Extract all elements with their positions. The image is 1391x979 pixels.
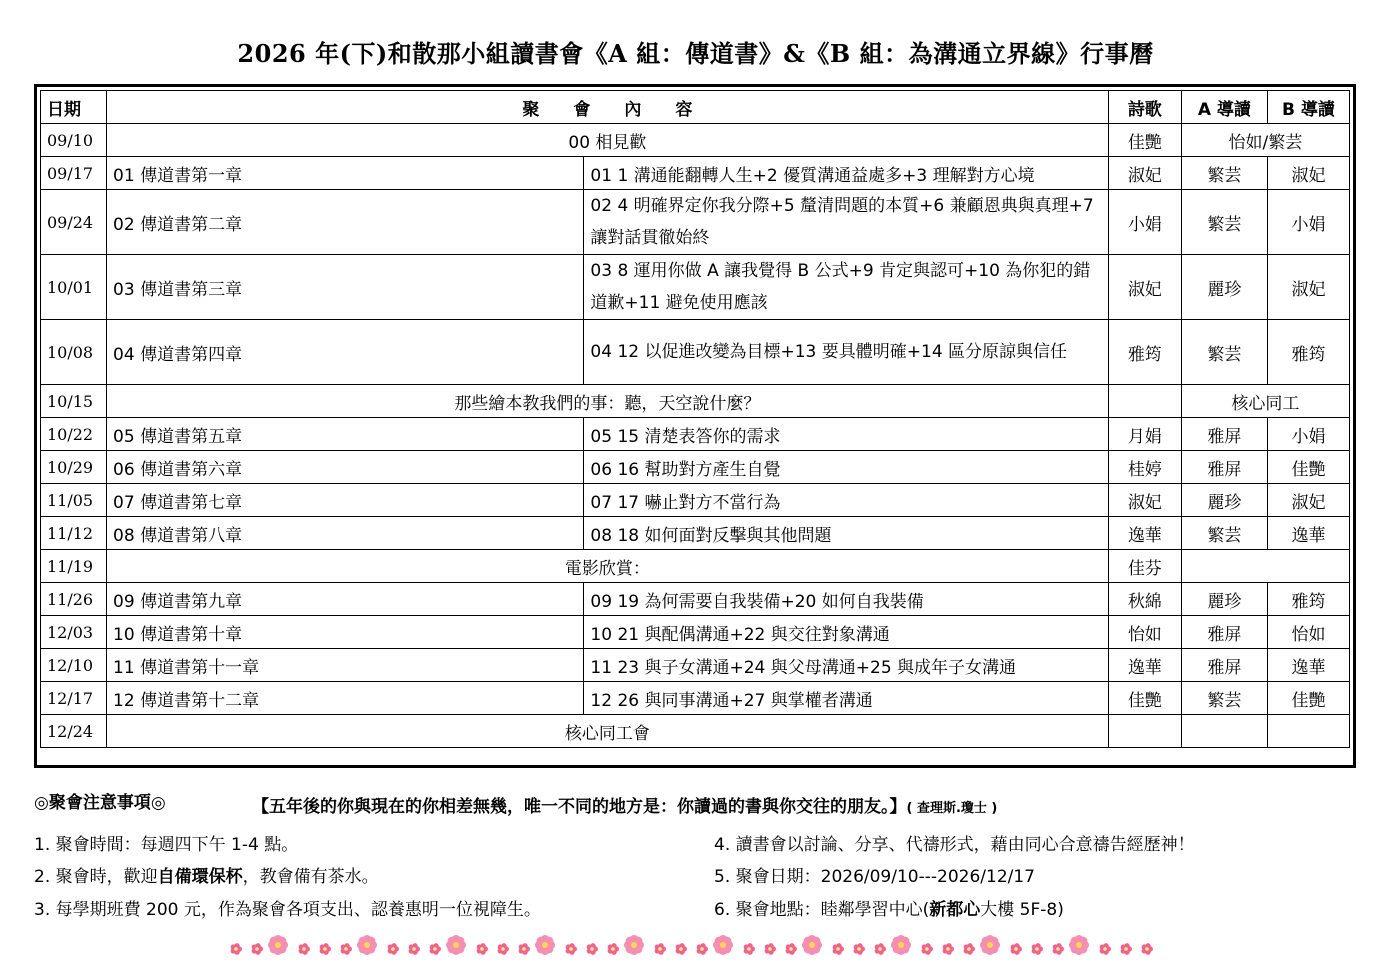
note-2-bold: 自備環保杯 — [157, 867, 243, 887]
leader-b-cell: 雅筠 — [1267, 320, 1349, 385]
note-6-suffix: 大樓 5F-8) — [980, 900, 1064, 920]
group-b-content-cell: 03 8 運用你做 A 讓我覺得 B 公式+9 肯定與認可+10 為你犯的錯道歉+11 避免使用應該 — [584, 255, 1108, 320]
note-2 — [34, 862, 379, 887]
group-a-content-cell: 05 傳道書第五章 — [107, 418, 584, 451]
flower-icon-small — [1011, 943, 1022, 955]
note-6-bold: 新都心 — [929, 900, 981, 920]
flower-icon-small — [922, 943, 933, 955]
date-cell: 10/29 — [41, 451, 107, 484]
leader-a-cell: 雅屏 — [1181, 418, 1267, 451]
flower-icon-large — [357, 935, 377, 955]
note-6-prefix: 6. 聚會地點：睦鄰學習中心( — [714, 900, 930, 920]
song-cell: 佳芬 — [1108, 550, 1181, 583]
flower-icon-small — [252, 943, 263, 955]
song-cell: 逸華 — [1108, 649, 1181, 682]
quote — [252, 792, 997, 817]
table-row — [41, 418, 1350, 451]
date-cell: 10/22 — [41, 418, 107, 451]
flower-icon-small — [341, 943, 352, 955]
flower-icon-small — [1121, 943, 1132, 955]
leaders-merged-cell — [1181, 550, 1349, 583]
flower-icon-small — [676, 943, 687, 955]
flower-icon-small — [566, 943, 577, 955]
table-row — [41, 255, 1350, 320]
header-song: 詩歌 — [1108, 91, 1181, 124]
leader-a-cell: 雅屏 — [1181, 649, 1267, 682]
table-row — [41, 451, 1350, 484]
table-row — [41, 484, 1350, 517]
leader-b-cell: 小娟 — [1267, 418, 1349, 451]
song-cell — [1108, 385, 1181, 418]
table-header-row — [41, 91, 1350, 124]
leaders-merged-cell: 怡如/繁芸 — [1181, 124, 1349, 157]
date-cell: 11/05 — [41, 484, 107, 517]
table-row — [41, 124, 1350, 157]
date-cell: 10/08 — [41, 320, 107, 385]
header-leader-a: A 導讀 — [1181, 91, 1267, 124]
leader-b-cell: 佳艷 — [1267, 451, 1349, 484]
song-cell: 佳艷 — [1108, 682, 1181, 715]
flower-icon-small — [299, 943, 310, 955]
merged-content-cell: 電影欣賞： — [107, 550, 1109, 583]
note-4: 4. 讀書會以討論、分享、代禱形式，藉由同心合意禱告經歷神！ — [714, 835, 1195, 855]
song-cell: 淑妃 — [1108, 484, 1181, 517]
merged-content-cell: 核心同工會 — [107, 715, 1109, 748]
leader-a-cell: 繁芸 — [1181, 157, 1267, 190]
table-row — [41, 550, 1350, 583]
flower-icon-small — [697, 943, 708, 955]
leader-b-cell: 淑妃 — [1267, 255, 1349, 320]
date-cell: 11/26 — [41, 583, 107, 616]
table-row — [41, 157, 1350, 190]
flower-icon-small — [498, 943, 509, 955]
flower-icon-small — [231, 943, 242, 955]
song-cell: 淑妃 — [1108, 157, 1181, 190]
date-cell: 11/19 — [41, 550, 107, 583]
song-cell: 小娟 — [1108, 190, 1181, 255]
group-a-content-cell: 11 傳道書第十一章 — [107, 649, 584, 682]
group-b-content-cell: 02 4 明確界定你我分際+5 釐清問題的本質+6 兼顧恩典與真理+7 讓對話貫徹始終 — [584, 190, 1108, 255]
leader-b-cell: 佳艷 — [1267, 682, 1349, 715]
leader-b-cell: 淑妃 — [1267, 484, 1349, 517]
schedule-table — [40, 90, 1350, 748]
group-a-content-cell: 04 傳道書第四章 — [107, 320, 584, 385]
flower-icon-small — [833, 943, 844, 955]
song-cell: 桂婷 — [1108, 451, 1181, 484]
flower-icon-small — [1100, 943, 1111, 955]
table-row — [41, 649, 1350, 682]
note-2-suffix: ，教會備有茶水。 — [242, 867, 379, 887]
song-cell: 月娟 — [1108, 418, 1181, 451]
leader-a-cell — [1181, 715, 1267, 748]
group-a-content-cell: 10 傳道書第十章 — [107, 616, 584, 649]
group-b-content-cell: 04 12 以促進改變為目標+13 要具體明確+14 區分原諒與信任 — [584, 320, 1108, 385]
table-row — [41, 583, 1350, 616]
song-cell: 逸華 — [1108, 517, 1181, 550]
flower-icon-small — [388, 943, 399, 955]
leader-a-cell: 繁芸 — [1181, 320, 1267, 385]
flower-icon-small — [608, 943, 619, 955]
song-cell: 雅筠 — [1108, 320, 1181, 385]
table-row — [41, 385, 1350, 418]
group-b-content-cell: 07 17 嚇止對方不當行為 — [584, 484, 1108, 517]
date-cell: 12/10 — [41, 649, 107, 682]
flower-icon-small — [744, 943, 755, 955]
group-b-content-cell: 06 16 幫助對方產生自覺 — [584, 451, 1108, 484]
flower-icon-small — [1032, 943, 1043, 955]
group-a-content-cell: 01 傳道書第一章 — [107, 157, 584, 190]
leader-a-cell: 麗珍 — [1181, 583, 1267, 616]
leader-a-cell: 雅屏 — [1181, 451, 1267, 484]
song-cell: 秋綿 — [1108, 583, 1181, 616]
group-a-content-cell: 06 傳道書第六章 — [107, 451, 584, 484]
leader-a-cell: 繁芸 — [1181, 517, 1267, 550]
flower-icon-small — [1142, 943, 1153, 955]
leader-b-cell: 逸華 — [1267, 649, 1349, 682]
group-b-content-cell: 01 1 溝通能翻轉人生+2 優質溝通益處多+3 理解對方心境 — [584, 157, 1108, 190]
merged-content-cell: 那些繪本教我們的事：聽，天空說什麼？ — [107, 385, 1109, 418]
group-a-content-cell: 07 傳道書第七章 — [107, 484, 584, 517]
song-cell: 佳艷 — [1108, 124, 1181, 157]
flower-icon-small — [477, 943, 488, 955]
flower-icon-large — [268, 935, 288, 955]
header-leader-b: B 導讀 — [1267, 91, 1349, 124]
leader-a-cell: 繁芸 — [1181, 190, 1267, 255]
group-a-content-cell: 02 傳道書第二章 — [107, 190, 584, 255]
date-cell: 12/24 — [41, 715, 107, 748]
flower-icon-small — [655, 943, 666, 955]
date-cell: 10/15 — [41, 385, 107, 418]
leader-a-cell: 麗珍 — [1181, 255, 1267, 320]
schedule-table-frame — [34, 84, 1356, 768]
song-cell: 怡如 — [1108, 616, 1181, 649]
flower-icon-small — [519, 943, 530, 955]
note-5: 5. 聚會日期：2026/09/10---2026/12/17 — [714, 867, 1035, 887]
date-cell: 09/10 — [41, 124, 107, 157]
group-b-content-cell: 10 21 與配偶溝通+22 與交往對象溝通 — [584, 616, 1108, 649]
leader-a-cell: 繁芸 — [1181, 682, 1267, 715]
flower-icon-large — [713, 935, 733, 955]
group-a-content-cell: 09 傳道書第九章 — [107, 583, 584, 616]
flower-border-decoration — [228, 934, 1168, 960]
leaders-merged-cell: 核心同工 — [1181, 385, 1349, 418]
date-cell: 11/12 — [41, 517, 107, 550]
leader-b-cell: 小娟 — [1267, 190, 1349, 255]
flower-icon-small — [943, 943, 954, 955]
header-content: 聚 會 內 容 — [107, 91, 1109, 124]
table-row — [41, 320, 1350, 385]
flower-icon-large — [446, 935, 466, 955]
leader-b-cell: 雅筠 — [1267, 583, 1349, 616]
page-title: 2026 年(下)和散那小組讀書會《A 組：傳道書》&《B 組：為溝通立界線》行事曆 — [237, 39, 1154, 68]
date-cell: 12/03 — [41, 616, 107, 649]
flower-icon-small — [786, 943, 797, 955]
date-cell: 12/17 — [41, 682, 107, 715]
song-cell: 淑妃 — [1108, 255, 1181, 320]
flower-icon-small — [875, 943, 886, 955]
date-cell: 09/17 — [41, 157, 107, 190]
group-a-content-cell: 08 傳道書第八章 — [107, 517, 584, 550]
flower-icon-small — [765, 943, 776, 955]
date-cell: 10/01 — [41, 255, 107, 320]
quote-text: 【五年後的你與現在的你相差無幾，唯一不同的地方是：你讀過的書與你交往的朋友。】 — [252, 797, 907, 817]
flower-icon-small — [430, 943, 441, 955]
group-a-content-cell: 12 傳道書第十二章 — [107, 682, 584, 715]
group-b-content-cell: 08 18 如何面對反擊與其他問題 — [584, 517, 1108, 550]
table-row — [41, 715, 1350, 748]
notes-heading: ◎聚會注意事項◎ — [34, 793, 166, 813]
flower-icon-large — [1069, 935, 1089, 955]
flower-icon-large — [980, 935, 1000, 955]
note-3: 3. 每學期班費 200 元，作為聚會各項支出、認養惠明一位視障生。 — [34, 900, 541, 920]
flower-icon-small — [587, 943, 598, 955]
group-b-content-cell: 11 23 與子女溝通+24 與父母溝通+25 與成年子女溝通 — [584, 649, 1108, 682]
leader-a-cell: 麗珍 — [1181, 484, 1267, 517]
flower-icon-large — [891, 935, 911, 955]
note-6 — [714, 895, 1064, 920]
flower-icon-large — [535, 935, 555, 955]
table-row — [41, 616, 1350, 649]
flower-icon-small — [854, 943, 865, 955]
table-row — [41, 682, 1350, 715]
flower-icon-large — [624, 935, 644, 955]
leader-b-cell — [1267, 715, 1349, 748]
header-date: 日期 — [41, 91, 107, 124]
flower-icon-small — [409, 943, 420, 955]
flower-icon-small — [964, 943, 975, 955]
leader-a-cell: 雅屏 — [1181, 616, 1267, 649]
table-row — [41, 190, 1350, 255]
leader-b-cell: 淑妃 — [1267, 157, 1349, 190]
group-b-content-cell: 09 19 為何需要自我裝備+20 如何自我裝備 — [584, 583, 1108, 616]
flower-icon-small — [320, 943, 331, 955]
flower-icon-small — [1053, 943, 1064, 955]
group-a-content-cell: 03 傳道書第三章 — [107, 255, 584, 320]
merged-content-cell: 00 相見歡 — [107, 124, 1109, 157]
group-b-content-cell: 05 15 清楚表答你的需求 — [584, 418, 1108, 451]
flower-icon-large — [802, 935, 822, 955]
group-b-content-cell: 12 26 與同事溝通+27 與掌權者溝通 — [584, 682, 1108, 715]
note-1: 1. 聚會時間：每週四下午 1-4 點。 — [34, 835, 299, 855]
table-row — [41, 517, 1350, 550]
quote-attribution: ( 查理斯.瓊士 ) — [906, 801, 998, 816]
note-2-prefix: 2. 聚會時，歡迎 — [34, 867, 158, 887]
leader-b-cell: 逸華 — [1267, 517, 1349, 550]
song-cell — [1108, 715, 1181, 748]
leader-b-cell: 怡如 — [1267, 616, 1349, 649]
date-cell: 09/24 — [41, 190, 107, 255]
